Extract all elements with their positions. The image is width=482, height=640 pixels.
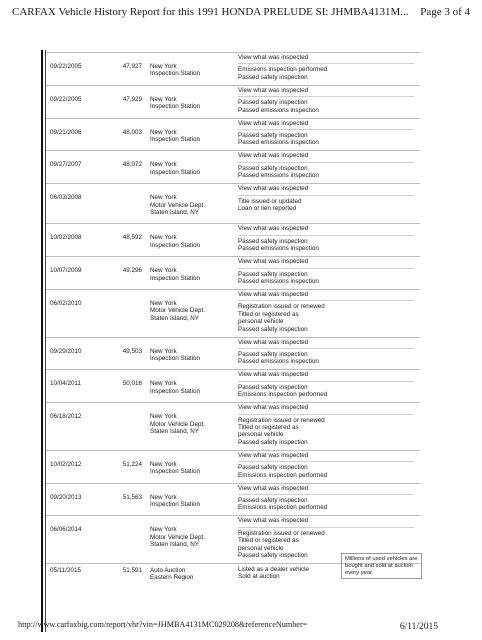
record-date: 06/18/2012	[50, 413, 82, 421]
source-line: Staten Island, NY	[150, 427, 200, 435]
source-line: New York	[150, 63, 177, 70]
source-line: Inspection Station	[150, 468, 201, 476]
record-details	[238, 151, 414, 179]
event-line: Passed safety inspection	[238, 350, 308, 358]
event-line: Loan or lien reported	[238, 205, 297, 212]
page-footer	[18, 620, 438, 634]
record-source	[150, 413, 236, 435]
record-date: 09/22/2005	[50, 63, 82, 70]
record-details	[238, 184, 414, 212]
view-inspection-link[interactable]: View what was inspected	[238, 86, 414, 97]
record-date: 10/04/2011	[50, 380, 82, 388]
view-inspection-link[interactable]: View what was inspected	[238, 451, 414, 462]
record-odometer: 51,563	[122, 493, 142, 501]
event-line: Passed safety inspection	[238, 132, 308, 139]
event-line: Passed safety inspection	[238, 164, 308, 172]
source-line: Inspection Station	[150, 168, 201, 176]
event-line: personal vehicle	[238, 544, 284, 552]
record-source	[150, 526, 236, 548]
record-source	[150, 63, 236, 78]
event-line: Emissions inspection performed	[238, 504, 328, 512]
event-line: Registration issued or renewed	[238, 303, 325, 311]
event-line: Passed emissions inspection	[238, 277, 319, 285]
event-line: Titled or registered as	[238, 423, 299, 431]
source-line: New York	[150, 128, 177, 136]
event-line: Passed safety inspection	[238, 496, 308, 504]
event-list	[238, 462, 414, 479]
record-source	[150, 380, 236, 395]
record-odometer: 51,224	[122, 460, 142, 468]
event-line: Passed safety inspection	[238, 237, 308, 245]
record-date: 05/11/2015	[50, 566, 82, 574]
record-date: 06/02/2010	[50, 299, 82, 307]
record-details	[238, 257, 414, 285]
event-line: Passed safety inspection	[238, 464, 308, 472]
source-line: Inspection Station	[150, 70, 201, 78]
event-line: Emissions inspection performed	[238, 391, 328, 399]
view-inspection-link[interactable]: View what was inspected	[238, 151, 414, 162]
record-source	[150, 96, 236, 111]
record-odometer: 51,591	[122, 566, 142, 574]
source-line: Eastern Region	[150, 574, 194, 582]
record-source	[150, 161, 236, 176]
event-line: Sold at auction	[238, 573, 280, 581]
record-odometer: 47,929	[122, 95, 142, 103]
event-line: Title issued or updated	[238, 197, 302, 205]
source-line: Inspection Station	[150, 136, 201, 143]
event-line: Passed safety inspection	[238, 383, 308, 391]
record-details	[238, 338, 414, 366]
event-line: Passed safety inspection	[238, 551, 308, 559]
record-source	[150, 129, 236, 144]
source-line: New York	[150, 234, 177, 242]
view-inspection-link[interactable]: View what was inspected	[238, 224, 414, 235]
event-line: Emissions inspection performed	[238, 66, 328, 74]
source-line: Motor Vehicle Dept.	[150, 533, 205, 541]
record-date: 10/02/2012	[50, 460, 82, 468]
source-line: Staten Island, NY	[150, 541, 200, 549]
source-line: New York	[150, 161, 177, 169]
record-odometer: 48,072	[122, 161, 142, 169]
source-line: Staten Island, NY	[150, 209, 200, 216]
record-odometer: 47,927	[122, 63, 142, 70]
history-records	[46, 52, 420, 589]
view-inspection-link[interactable]: View what was inspected	[238, 184, 414, 195]
record-date: 06/03/2008	[50, 194, 82, 202]
history-row	[46, 150, 420, 183]
source-line: Staten Island, NY	[150, 314, 200, 322]
history-row	[46, 52, 420, 85]
event-list	[238, 382, 414, 399]
record-source	[150, 348, 236, 363]
record-odometer: 49,296	[122, 267, 142, 275]
footer-url: http://www.carfaxbig.com/report/vhr?vin=JHMBA4131MC029208&referenceNumber=	[18, 620, 308, 629]
record-date: 09/21/2006	[50, 128, 82, 136]
record-details	[238, 403, 414, 446]
event-line: Passed safety inspection	[238, 73, 308, 81]
event-line: Passed emissions inspection	[238, 106, 319, 114]
event-line: personal vehicle	[238, 431, 284, 439]
source-line: New York	[150, 194, 177, 202]
history-row	[46, 337, 420, 370]
view-inspection-link[interactable]: View what was inspected	[238, 516, 414, 527]
event-line: Passed emissions inspection	[238, 358, 319, 366]
event-line: Passed emissions inspection	[238, 245, 319, 253]
record-date: 09/29/2010	[50, 347, 82, 355]
event-line: Passed emissions inspection	[238, 172, 319, 180]
source-line: New York	[150, 493, 177, 501]
history-row	[46, 85, 420, 118]
record-details	[238, 224, 414, 252]
record-details	[238, 119, 414, 147]
page-number: Page 3 of 4	[420, 6, 470, 18]
view-inspection-link[interactable]: View what was inspected	[238, 484, 414, 495]
source-line: New York	[150, 347, 177, 355]
source-line: Inspection Station	[150, 500, 201, 508]
event-line: Registration issued or renewed	[238, 529, 325, 537]
record-odometer: 49,503	[122, 347, 142, 355]
source-line: Inspection Station	[150, 103, 201, 111]
record-details	[238, 86, 414, 114]
report-title: CARFAX Vehicle History Report for this 1991 HONDA PRELUDE SI: JHMBA4131M...	[12, 6, 409, 18]
record-date: 09/20/2013	[50, 493, 82, 501]
event-line: Titled or registered as	[238, 537, 299, 545]
event-list	[238, 163, 414, 180]
event-list	[238, 269, 414, 286]
event-list	[238, 349, 414, 366]
record-date: 10/02/2008	[50, 234, 82, 242]
history-row	[46, 289, 420, 337]
record-source	[150, 267, 236, 282]
record-date: 06/06/2014	[50, 526, 82, 534]
event-line: Passed emissions inspection	[238, 139, 319, 147]
view-inspection-link[interactable]: View what was inspected	[238, 403, 414, 414]
event-list	[238, 236, 414, 253]
source-line: New York	[150, 460, 177, 468]
record-odometer: 48,003	[122, 128, 142, 136]
event-line: Listed as a dealer vehicle	[238, 565, 310, 573]
source-line: Inspection Station	[150, 241, 201, 249]
view-inspection-link[interactable]: View what was inspected	[238, 119, 414, 130]
event-list	[238, 130, 414, 147]
history-row	[46, 256, 420, 289]
event-list	[238, 415, 414, 447]
record-details	[238, 53, 414, 81]
source-line: New York	[150, 380, 177, 388]
event-line: Passed safety inspection	[238, 99, 308, 107]
record-details	[238, 451, 414, 479]
source-line: New York	[150, 413, 177, 421]
history-row	[46, 118, 420, 151]
source-line: Auto Auction	[150, 566, 186, 574]
record-odometer: 48,592	[122, 234, 142, 242]
record-source	[150, 300, 236, 322]
record-date: 09/22/2005	[50, 95, 82, 103]
source-line: New York	[150, 526, 177, 534]
record-source	[150, 461, 236, 476]
record-source	[150, 567, 236, 582]
source-line: New York	[150, 95, 177, 103]
view-inspection-link[interactable]: View what was inspected	[238, 338, 414, 349]
source-line: Motor Vehicle Dept.	[150, 307, 205, 315]
event-line: Passed safety inspection	[238, 438, 308, 446]
source-line: New York	[150, 299, 177, 307]
history-row	[46, 183, 420, 223]
event-list	[238, 64, 414, 81]
view-inspection-link[interactable]: View what was inspected	[238, 290, 414, 301]
event-line: Passed safety inspection	[238, 270, 308, 278]
left-margin-bar	[41, 50, 43, 632]
record-source	[150, 194, 236, 216]
history-row	[46, 483, 420, 516]
record-date: 09/27/2007	[50, 161, 82, 169]
page-header	[12, 6, 470, 22]
event-list	[238, 196, 414, 213]
source-line: Inspection Station	[150, 274, 201, 282]
event-list	[238, 97, 414, 114]
record-odometer: 50,016	[122, 380, 142, 388]
record-details	[238, 290, 414, 333]
record-source	[150, 234, 236, 249]
record-details	[238, 484, 414, 512]
view-inspection-link[interactable]: View what was inspected	[238, 370, 414, 381]
event-list	[238, 301, 414, 333]
event-list	[238, 495, 414, 512]
event-line: personal vehicle	[238, 318, 284, 326]
source-line: Inspection Station	[150, 354, 201, 362]
view-inspection-link[interactable]: View what was inspected	[238, 257, 414, 268]
source-line: Motor Vehicle Dept.	[150, 201, 205, 209]
source-line: Inspection Station	[150, 387, 201, 395]
auction-note: Millions of used vehicles are bought and sold at auction every year.	[341, 553, 422, 579]
event-line: Titled or registered as	[238, 310, 299, 318]
footer-date: 6/11/2015	[399, 622, 438, 632]
view-inspection-link[interactable]: View what was inspected	[238, 53, 414, 64]
history-row	[46, 450, 420, 483]
record-date: 10/07/2009	[50, 267, 82, 275]
history-row	[46, 369, 420, 402]
history-row	[46, 223, 420, 256]
event-line: Passed safety inspection	[238, 325, 308, 333]
event-line: Registration issued or renewed	[238, 416, 325, 424]
source-line: Motor Vehicle Dept.	[150, 420, 205, 428]
event-line: Emissions inspection performed	[238, 471, 328, 479]
record-source	[150, 494, 236, 509]
history-row	[46, 402, 420, 450]
record-details	[238, 370, 414, 398]
source-line: New York	[150, 267, 177, 275]
